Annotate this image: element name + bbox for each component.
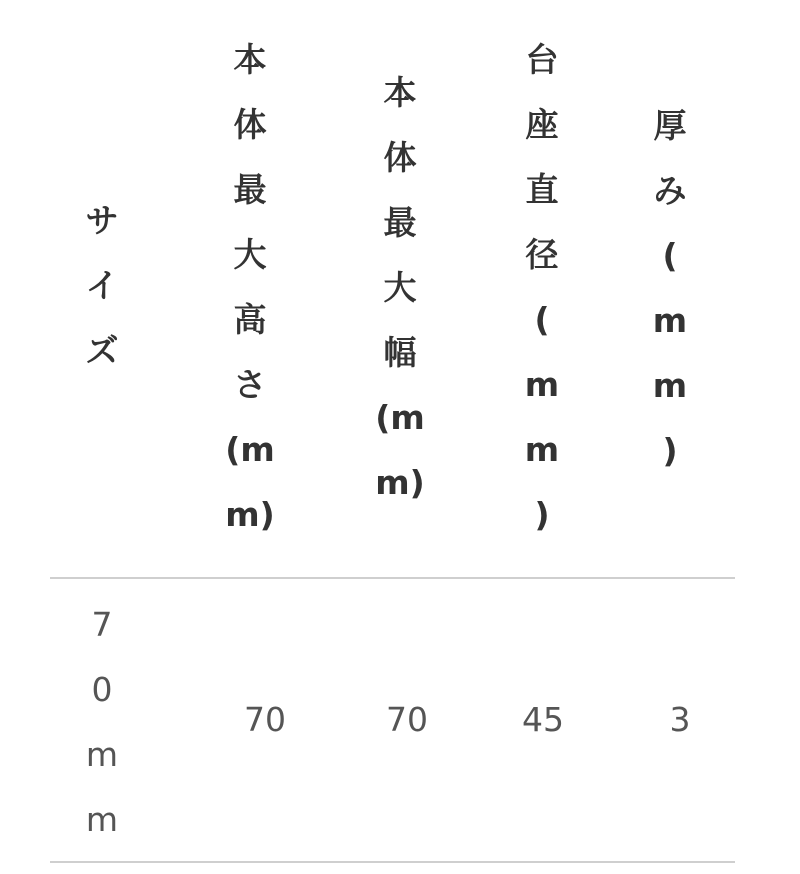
header-width <box>370 60 430 515</box>
header-base-char: m <box>524 365 560 404</box>
header-height-char: さ <box>233 365 267 404</box>
header-base-char: 直 <box>525 170 559 209</box>
cell-thickness: 3 <box>669 700 691 739</box>
cell-height: 70 <box>244 700 286 739</box>
header-width-char: (m <box>375 398 425 437</box>
header-size-char: ズ <box>85 331 119 370</box>
header-height-char: 高 <box>233 300 267 339</box>
cell-base: 45 <box>522 700 564 739</box>
header-width-char: 本 <box>383 73 417 112</box>
header-thickness-char: み <box>653 171 687 210</box>
header-divider <box>50 577 735 579</box>
header-height-char: (m <box>225 430 275 469</box>
header-base <box>512 27 572 547</box>
header-size-char: イ <box>85 266 119 305</box>
header-base-char: 径 <box>525 235 559 274</box>
header-base-char: 座 <box>525 105 559 144</box>
header-width-char: 幅 <box>383 333 417 372</box>
header-width-char: 大 <box>383 268 417 307</box>
header-size-char: サ <box>85 201 119 240</box>
header-base-char: ( <box>534 300 550 339</box>
cell-size-char: m <box>85 800 119 839</box>
header-base-char: 台 <box>525 40 559 79</box>
header-size <box>72 188 132 383</box>
header-base-char: m <box>524 430 560 469</box>
header-thickness-char: ) <box>662 431 678 470</box>
cell-size-char: 0 <box>91 670 113 709</box>
header-thickness-char: m <box>652 301 688 340</box>
header-thickness-char: ( <box>662 236 678 275</box>
cell-width: 70 <box>386 700 428 739</box>
header-width-char: 体 <box>383 138 417 177</box>
header-height-char: 大 <box>233 235 267 274</box>
header-thickness <box>640 93 700 483</box>
header-width-char: m) <box>375 463 425 502</box>
header-height-char: 体 <box>233 105 267 144</box>
cell-size-char: 7 <box>91 605 113 644</box>
cell-size <box>82 592 122 852</box>
spec-table <box>50 0 735 874</box>
header-base-char: ) <box>534 495 550 534</box>
header-thickness-char: 厚 <box>653 106 687 145</box>
header-height-char: 最 <box>233 170 267 209</box>
header-height-char: 本 <box>233 40 267 79</box>
header-height <box>220 27 280 547</box>
header-thickness-char: m <box>652 366 688 405</box>
header-width-char: 最 <box>383 203 417 242</box>
row-divider <box>50 861 735 863</box>
header-height-char: m) <box>225 495 275 534</box>
cell-size-char: m <box>85 735 119 774</box>
